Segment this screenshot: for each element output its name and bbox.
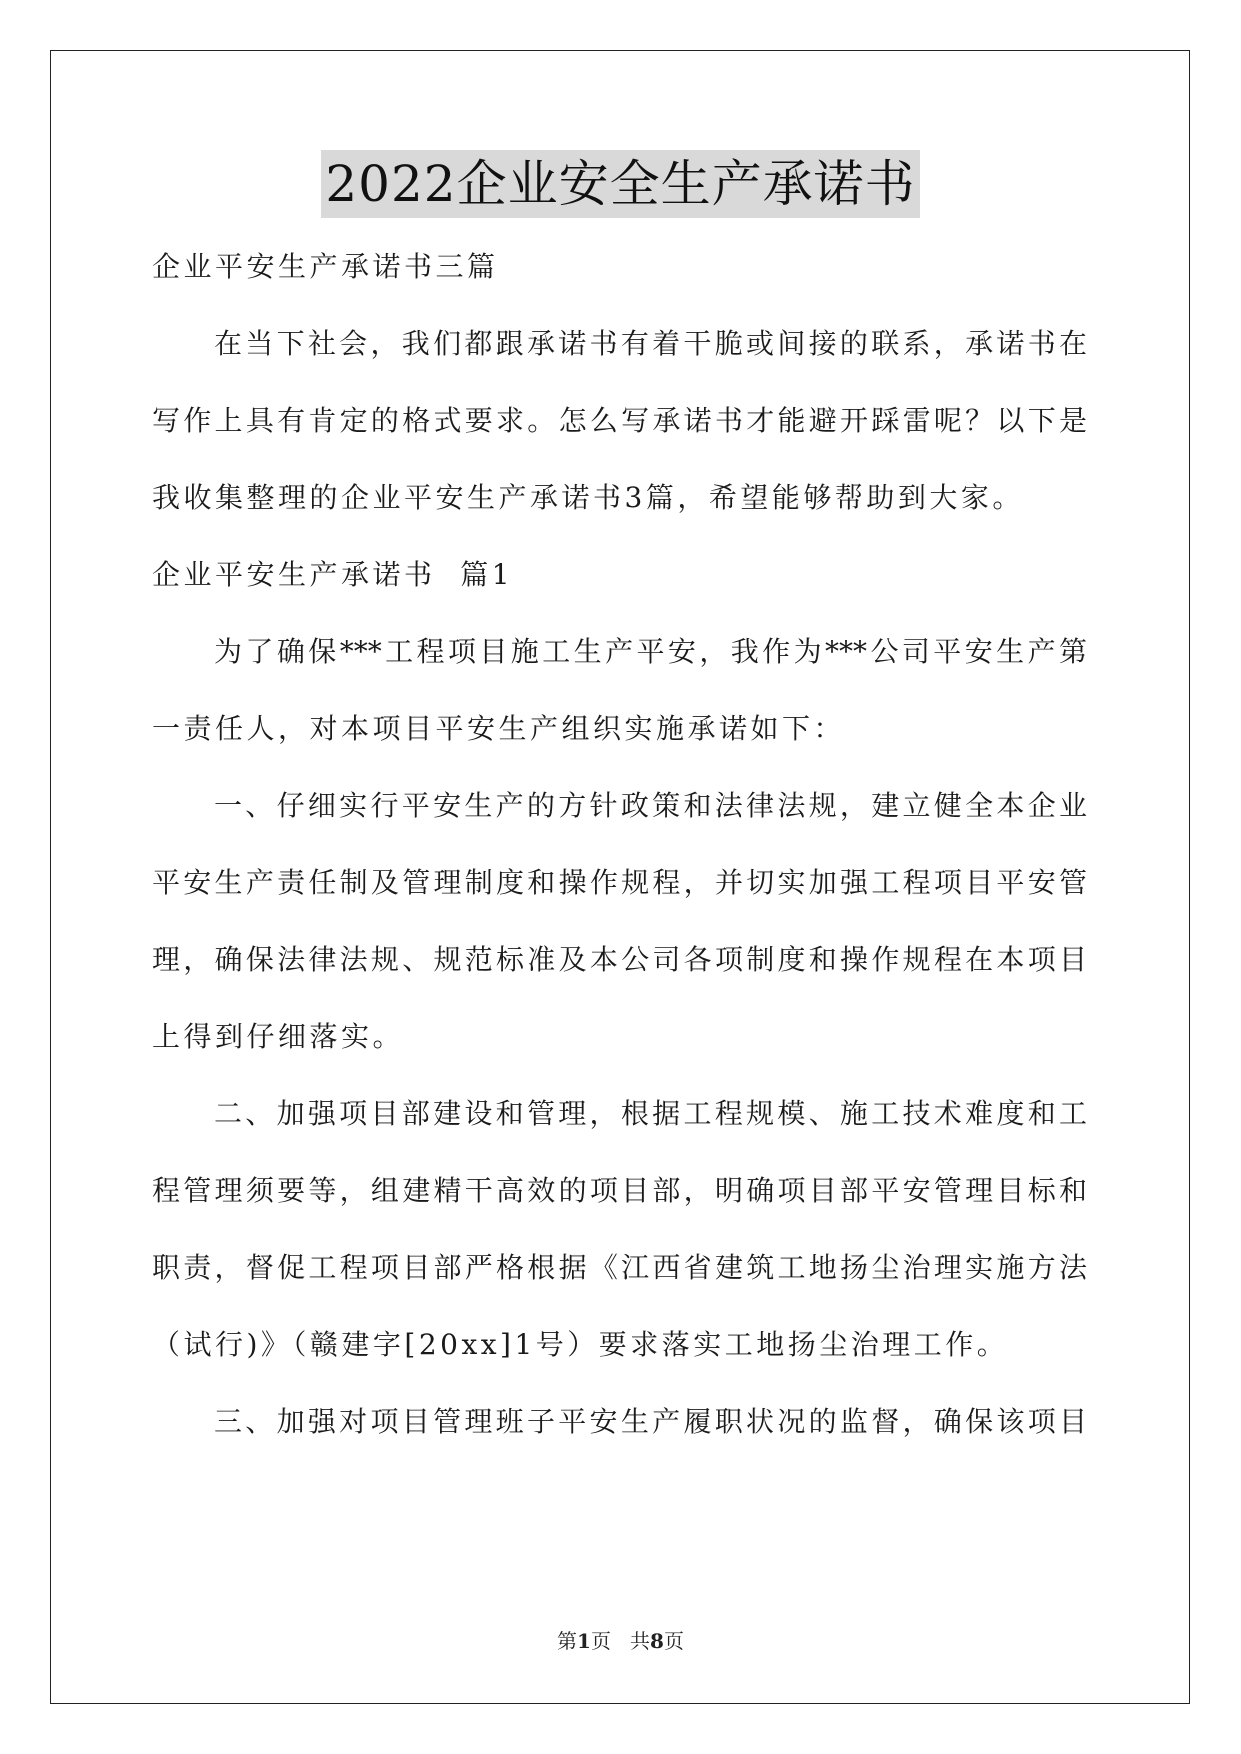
paragraph-line: 一、仔细实行平安生产的方针政策和法律法规，建立健全本企业 [214, 789, 1087, 822]
page-label-prefix: 第 [557, 1629, 578, 1653]
section-heading: 企业平安生产承诺书 篇1 [152, 558, 514, 591]
page-label-suffix: 页 [663, 1629, 684, 1653]
paragraph-line: 我收集整理的企业平安生产承诺书3篇，希望能够帮助到大家。 [152, 481, 1024, 514]
paragraph-line: 三、加强对项目管理班子平安生产履职状况的监督，确保该项目 [214, 1405, 1087, 1438]
paragraph-line: （试行)》（赣建字[20xx]1号）要求落实工地扬尘治理工作。 [152, 1328, 1009, 1361]
subtitle-line: 企业平安生产承诺书三篇 [152, 250, 499, 283]
paragraph-line: 一责任人，对本项目平安生产组织实施承诺如下： [152, 712, 846, 745]
paragraph-line: 平安生产责任制及管理制度和操作规程，并切实加强工程项目平安管 [152, 866, 1087, 899]
paragraph-line: 理，确保法律法规、规范标准及本公司各项制度和操作规程在本项目 [152, 943, 1087, 976]
document-title: 2022企业安全生产承诺书 [321, 150, 919, 218]
paragraph-line: 在当下社会，我们都跟承诺书有着干脆或间接的联系，承诺书在 [214, 327, 1087, 360]
paragraph-line: 上得到仔细落实。 [152, 1020, 405, 1053]
paragraph-line: 二、加强项目部建设和管理，根据工程规模、施工技术难度和工 [214, 1097, 1087, 1130]
page-label-mid: 页 共 [590, 1629, 651, 1653]
paragraph-line: 写作上具有肯定的格式要求。怎么写承诺书才能避开踩雷呢？以下是 [152, 404, 1087, 437]
page-current-number: 1 [577, 1629, 591, 1653]
document-body [152, 228, 1087, 1460]
page-number-footer [0, 1625, 1241, 1654]
paragraph-line: 程管理须要等，组建精干高效的项目部，明确项目部平安管理目标和 [152, 1174, 1087, 1207]
paragraph-line: 为了确保***工程项目施工生产平安，我作为***公司平安生产第 [214, 635, 1087, 668]
paragraph-line: 职责，督促工程项目部严格根据《江西省建筑工地扬尘治理实施方法 [152, 1251, 1087, 1284]
title-container [0, 150, 1241, 218]
page-total-number: 8 [650, 1629, 664, 1653]
